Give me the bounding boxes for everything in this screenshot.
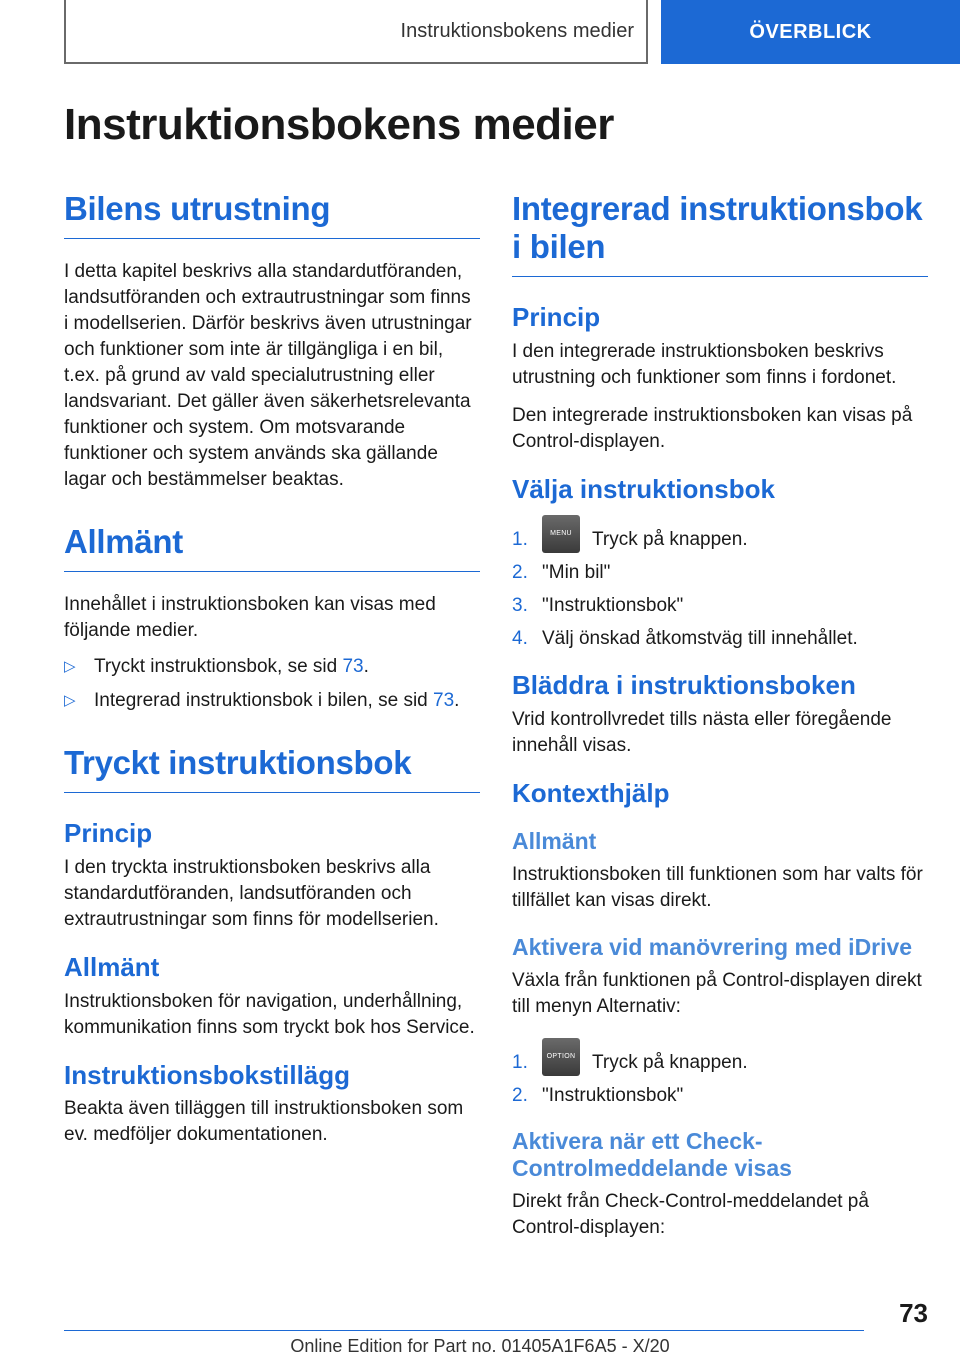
step-number: 1. [512,1051,528,1073]
header-chapter-label: ÖVERBLICK [749,20,872,43]
step-number: 4. [512,627,528,649]
page-link-73[interactable]: 73 [433,689,455,711]
heading-princip: Princip [64,817,153,848]
triangle-bullet-icon: ▷ [64,657,76,675]
page-title: Instruktionsbokens medier [64,100,614,149]
heading-aktivera-idrive: Aktivera vid manövrering med iDrive [512,934,913,961]
step-item [512,626,928,652]
heading-kontext-allmant: Allmänt [512,828,597,855]
heading-instruktionsbokstillagg: Instruktionsbokstillägg [64,1059,351,1090]
list-item-text: Tryckt instruktionsbok, se sid [94,655,343,677]
step-item [512,515,928,553]
list-item-tail: . [363,655,369,677]
heading-integrerad-instruktionsbok: Integrerad instruktionsbok i bilen [512,190,928,277]
idrive-text: Växla från funktionen på Control-displayen direkt till menyn Alternativ: [512,969,922,1017]
heading-kontexthjalp: Kontexthjälp [512,777,670,808]
heading-valja-instruktionsbok: Välja instruktionsbok [512,473,775,504]
integrerad-princip-text-2: Den integrerade instruktionsboken kan visas på Control-displayen. [512,404,913,452]
header-section-tab [64,0,648,64]
step-number: 2. [512,1084,528,1106]
menu-button-icon: MENU [542,515,580,553]
step-text: "Instruktionsbok" [542,1084,684,1106]
media-list [64,654,480,714]
step-item [512,1038,928,1076]
heading-princip-integrerad: Princip [512,301,601,332]
integrerad-princip-text-1: I den integrerade instruktionsboken beskrivs utrustning och funktioner som finns i fordonet. [512,340,897,388]
step-text: "Instruktionsbok" [542,594,684,616]
right-column [512,190,928,1241]
allmant-text: Innehållet i instruktionsboken kan visas med följande medier. [64,593,436,641]
page-link-73[interactable]: 73 [342,655,364,677]
list-item [64,688,480,714]
step-text: "Min bil" [542,561,611,583]
step-text: Tryck på knappen. [592,528,748,550]
step-item [512,593,928,619]
left-column [64,190,480,1148]
step-text: Tryck på knappen. [592,1051,748,1073]
valja-steps [512,515,928,652]
heading-bladdra: Bläddra i instruktionsboken [512,669,856,700]
list-item [64,654,480,680]
footer-edition-text: Online Edition for Part no. 01405A1F6A5 - X/20 [290,1336,670,1356]
page-number: 73 [899,1298,928,1328]
heading-bilens-utrustning: Bilens utrustning [64,190,480,239]
header-chapter-tab[interactable] [661,0,960,64]
tillagg-text: Beakta även tilläggen till instruktionsboken som ev. medföljer dokumentationen. [64,1098,464,1146]
bladdra-text: Vrid kontrollvredet tills nästa eller föregående innehåll visas. [512,708,892,756]
bilens-utrustning-text: I detta kapitel beskrivs alla standardutföranden, landsutföranden och extrautrustningar som finns i modellserien. Därför beskrivs även utrustningar och funktioner som inte är tillgängliga i en bil, t.ex. på grund av vald specialutrustning eller landsvariant. Det gäller även säkerhetsrelevanta funktioner och system. Om motsvarande funktioner och system används ska gällande lagar och bestämmelser beaktas. [64,260,472,490]
list-item-tail: . [454,689,460,711]
step-number: 3. [512,594,528,616]
kontext-allmant-text: Instruktionsboken till funktionen som har valts för tillfället kan visas direkt. [512,864,923,912]
option-button-icon: OPTION [542,1038,580,1076]
tryckt-princip-text: I den tryckta instruktionsboken beskrivs alla standardutföranden, landsutföranden och extrautrustningar som finns för modellserien. [64,856,439,930]
list-item-text: Integrerad instruktionsbok i bilen, se sid [94,689,434,711]
step-item [512,1083,928,1109]
step-number: 1. [512,528,528,550]
triangle-bullet-icon: ▷ [64,691,76,709]
footer-divider [64,1330,864,1331]
tryckt-allmant-text: Instruktionsboken för navigation, underhållning, kommunikation finns som tryckt bok hos Service. [64,990,475,1038]
heading-tryckt-instruktionsbok: Tryckt instruktionsbok [64,744,480,793]
heading-aktivera-check-control: Aktivera när ett Check-Controlmeddelande visas [512,1127,792,1182]
heading-allmant: Allmänt [64,523,480,572]
heading-allmant-tryckt: Allmänt [64,951,160,982]
step-text: Välj önskad åtkomstväg till innehållet. [542,627,858,649]
idrive-steps [512,1038,928,1109]
header-section-label: Instruktionsbokens medier [400,19,634,42]
step-number: 2. [512,561,528,583]
check-control-text: Direkt från Check-Control-meddelandet på Control-displayen: [512,1190,869,1238]
step-item [512,560,928,586]
